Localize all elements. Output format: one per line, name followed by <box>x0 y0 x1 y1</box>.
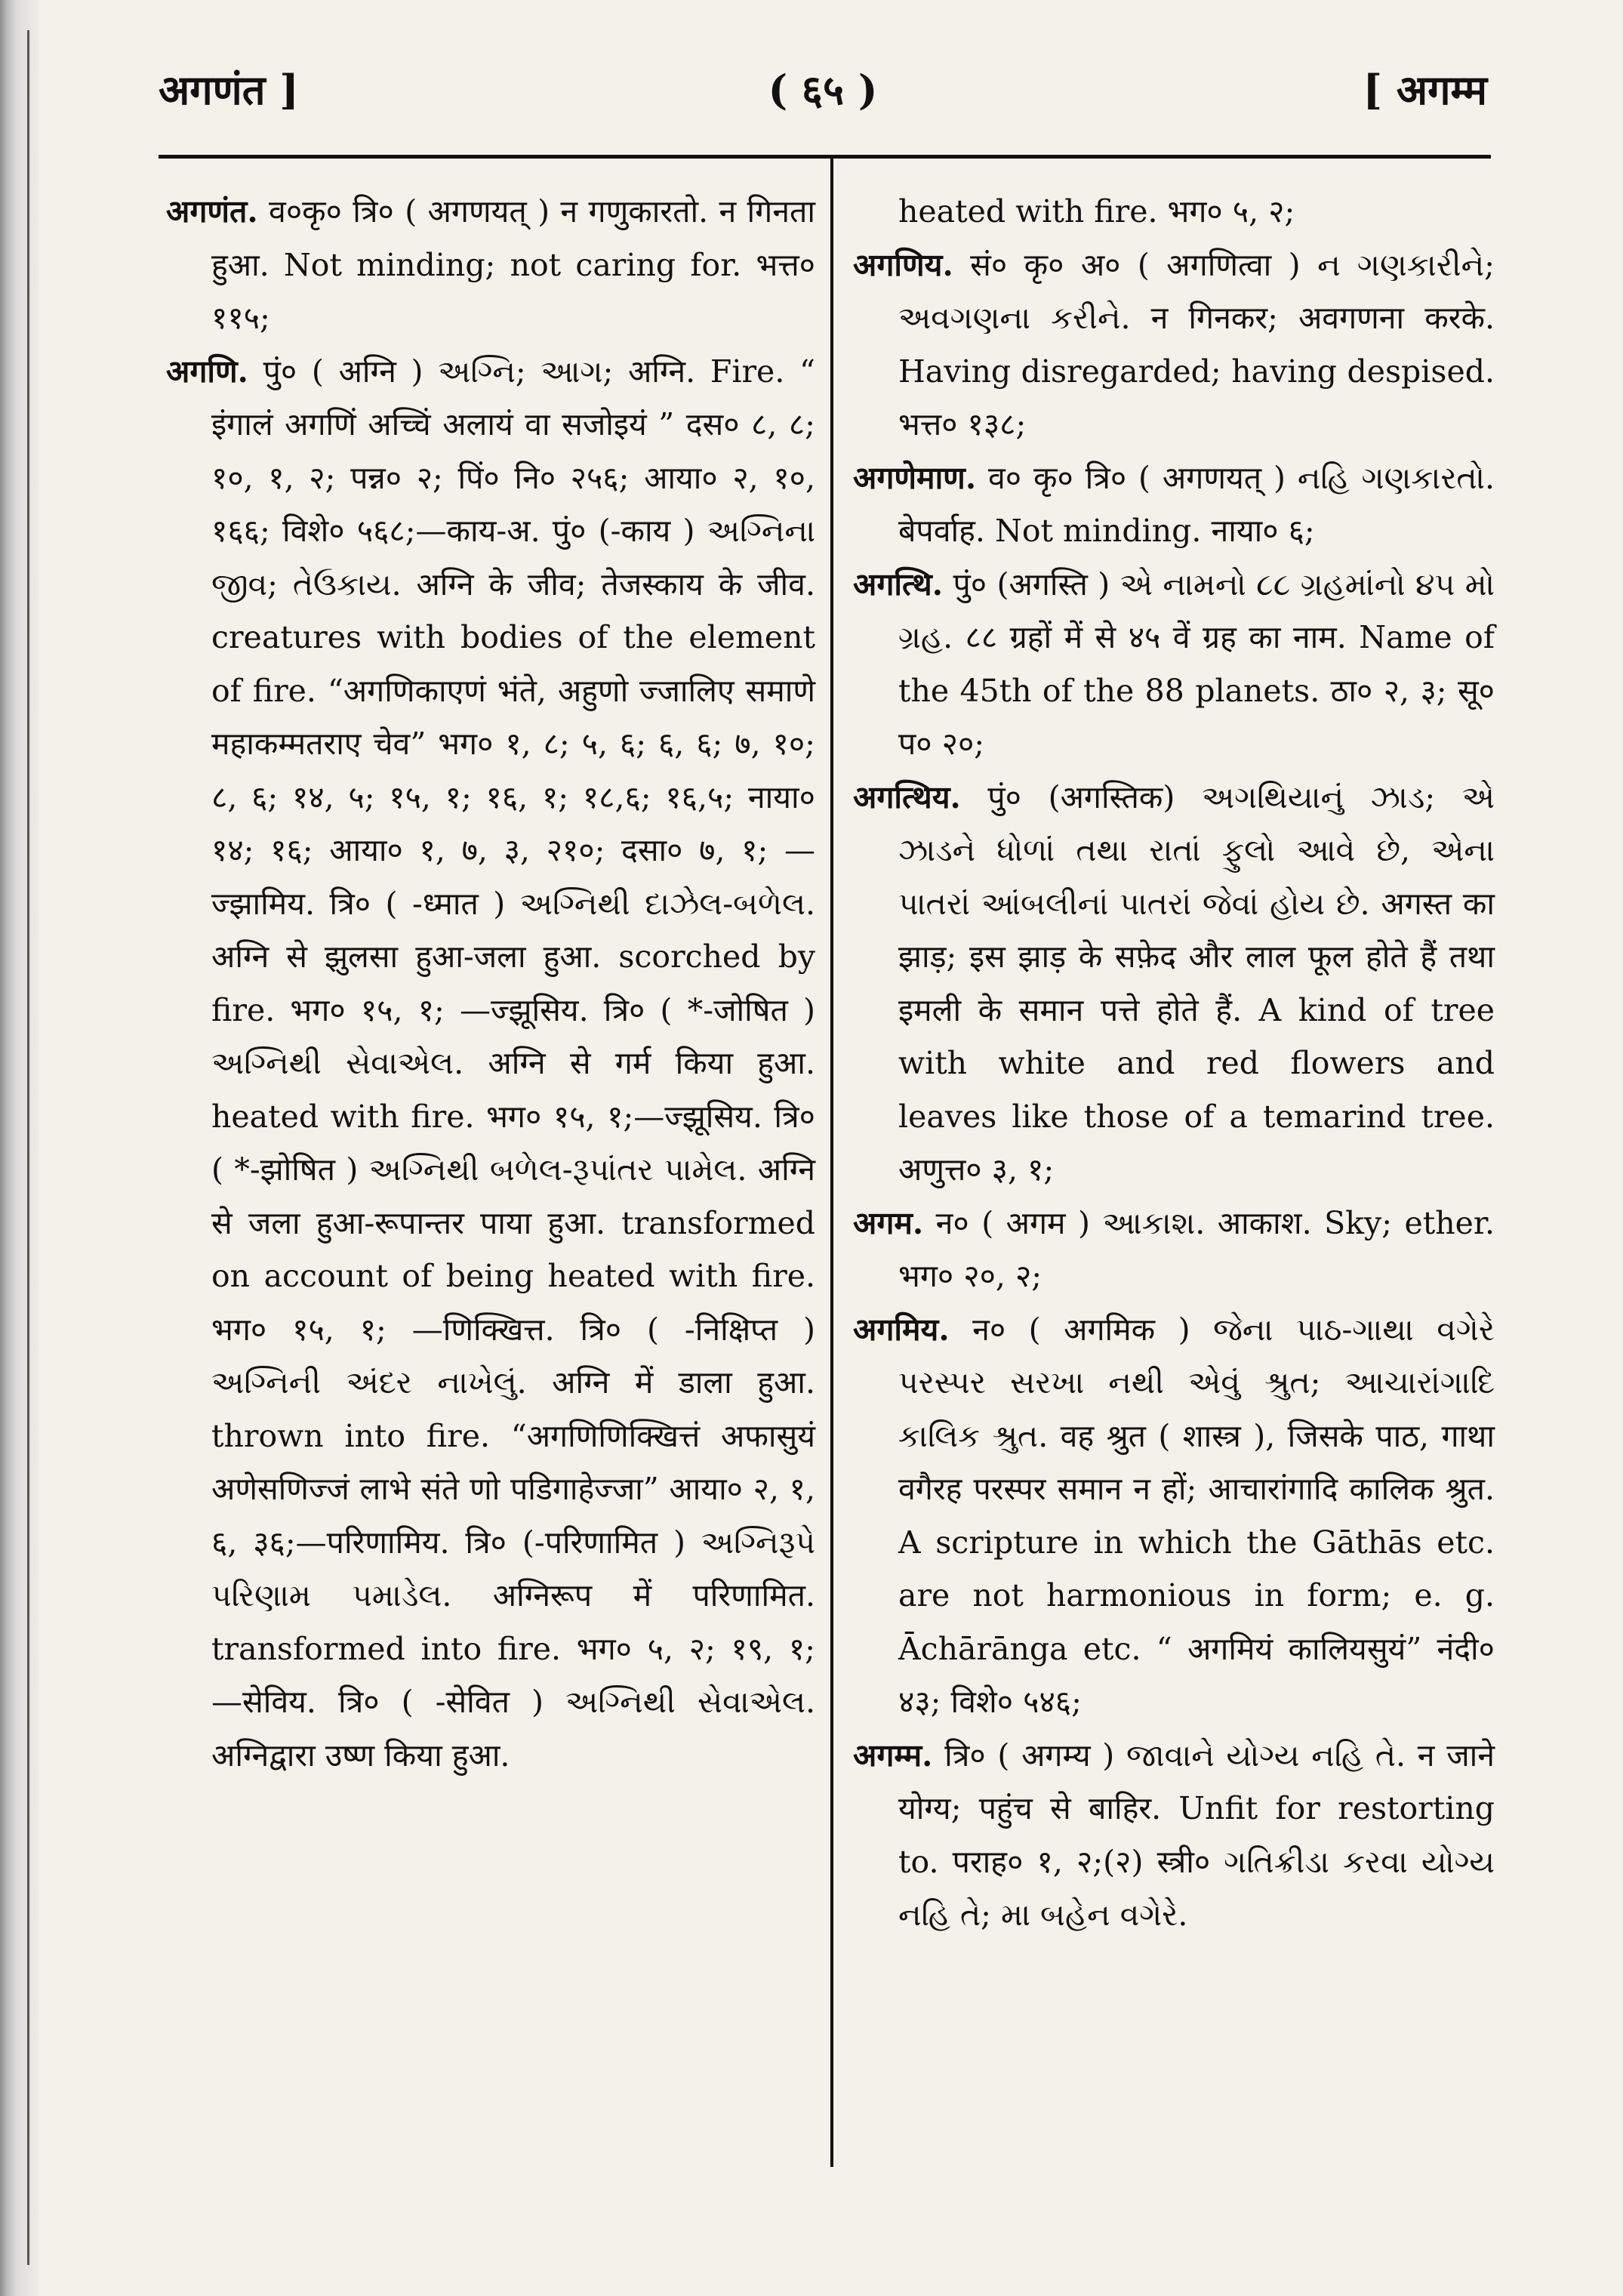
entry-headword: अगणंत. <box>166 193 258 230</box>
page-number: ( ६५ ) <box>768 66 878 114</box>
dictionary-entry <box>853 1729 1495 1942</box>
dictionary-entry <box>853 558 1495 771</box>
page-header <box>159 53 1487 136</box>
entry-headword: अगत्थिय. <box>853 778 961 815</box>
dictionary-entry <box>166 185 815 345</box>
header-rule <box>159 155 1491 159</box>
entry-body: पुं० (अगस्ति ) એ નામનો ૮૮ ગ્રહમાંનો ૪૫ મો ગ્રહ. ८८ ग्रहों में से ४५ वें ग्रह का नाम. Name of the 45th of the 88 planets. ठा० २, ३; सू० प० २०; <box>898 566 1495 762</box>
dictionary-entry <box>853 239 1495 451</box>
dictionary-entry <box>853 1303 1495 1729</box>
entry-body: न० ( अगम ) આકાશ. आकाश. Sky; ether. भग० २०, २; <box>898 1204 1495 1294</box>
entry-headword: अगणेमाण. <box>853 459 977 496</box>
dictionary-entry <box>853 771 1495 1197</box>
entry-body: व० कृ० त्रि० ( अगणयत् ) નહિ ગણકારતો. बेपर्वाह. Not minding. नाया० ६; <box>898 459 1495 549</box>
dictionary-entry <box>853 451 1495 558</box>
left-column <box>166 185 815 1782</box>
binding-line <box>27 30 29 2265</box>
dictionary-entry <box>853 1197 1495 1303</box>
entry-headword: अगणिय. <box>853 246 953 283</box>
dictionary-entry <box>166 345 815 1783</box>
header-first-headword: अगणंत ] <box>159 66 299 114</box>
entry-body: पुं० (अगस्तिक) અગથિયાનું ઝાડ; એ ઝાડને ધોળાં તથા રાતાં ફુલો આવે છે, એના પાતરાં આંબલીનાં પાતરાં જેવાં હોય છે. अगस्त का झाड़; इस झाड़ के सफ़ेद और लाल फूल होते हैं तथा इमली के समान पत्ते होते हैं. A kind of tree with white and red flowers and leaves like those of a temarind tree. अणुत्त० ३, १; <box>898 778 1495 1188</box>
entry-body: त्रि० ( अगम्य ) જાવાને યોગ્ય નહિ તે. न जाने योग्य; पहुंच से बाहिर. Unfit for restorting to. पराह० १, २;(२) स्त्री० ગતિક્રીડા કરવા યોગ્ય નહિ તે; મા બહેન વગેરે. <box>898 1737 1495 1933</box>
header-last-headword: [ अगम्म <box>1363 66 1487 114</box>
column-divider <box>830 159 833 2167</box>
right-column <box>853 185 1495 1942</box>
page-binding-edge <box>0 0 39 2296</box>
entry-body: सं० कृ० अ० ( अगणित्वा ) ન ગણકારીને; અવગણના કરીને. न गिनकर; अवगणना करके. Having disregarded; having despised. भत्त० १३८; <box>898 246 1495 442</box>
entry-headword: अगत्थि. <box>853 566 943 603</box>
entry-headword: अगणि. <box>166 353 248 390</box>
entry-body: न० ( अगमिक ) જેના પાઠ-ગાથા વગેરે પરસ્પર સરખા નથી એવું શ્રુત; આચારાંગાદિ કાલિક શ્રુત. वह श्रुत ( शास्त्र ), जिसके पाठ, गाथा वगैरह परस्पर समान न हों; आचारांगादि कालिक श्रुत. A scripture in which the Gāthās etc. are not harmonious in form; e. g. Āchārānga etc. “ अगमियं कालियसुयं” नंदी० ४३; विशे० ५४६; <box>898 1311 1495 1720</box>
entry-headword: अगम. <box>853 1204 924 1241</box>
entry-body: पुं० ( अग्नि ) અગ્નિ; આગ; अग्नि. Fire. “ इंगालं अगणिं अच्चिं अलायं वा सजोइयं ” दस० ८, ८; १०, १, २; पन्न० २; पिं० नि० २५६; आया० २, १०, १६६; विशे० ५६८;—काय-अ. पुं० (-काय ) અગ્નિના જીવ; તેઉકાય. अग्नि के जीव; तेजस्काय के जीव. creatures with bodies of the element of fire. “अगणिकाएणं भंते, अहुणो ज्जालिए समाणे महाकम्मतराए चेव” भग० १, ८; ५, ६; ६, ६; ७, १०; ८, ६; १४, ५; १५, १; १६, १; १८,६; १६,५; नाया० १४; १६; आया० १, ७, ३, २१०; दसा० ७, १; —ज्झामिय. त्रि० ( -ध्मात ) અગ્નિથી દાઝેલ-બળેલ. अग्नि से झुलसा हुआ-जला हुआ. scorched by fire. भग० १५, १; —ज्झूसिय. त्रि० ( *-जोषित ) અગ્નિથી સેવાએલ. अग्नि से गर्म किया हुआ. heated with fire. भग० १५, १;—ज्झूसिय. त्रि० ( *-झोषित ) અગ્નિથી બળેલ-રૂપાંતર પામેલ. अग्नि से जला हुआ-रूपान्तर पाया हुआ. transformed on account of being heated with fire. भग० १५, १; —णिक्खित्त. त्रि० ( -निक्षिप्त ) અગ્નિની અંદર નાખેલું. अग्नि में डाला हुआ. thrown into fire. “अगणिणिक्खित्तं अफासुयं अणेसणिज्जं लाभे संते णो पडिगाहेज्जा” आया० २, १, ६, ३६;—परिणामिय. त्रि० (-परिणामित ) અગ્નિરૂપે પરિણામ પમાડેલ. अग्निरूप में परिणामित. transformed into fire. भग० ५, २; १९, १; —सेविय. त्रि० ( -सेवित ) અગ્નિથી સેવાએલ. अग्निद्वारा उष्ण किया हुआ. <box>211 353 815 1774</box>
dictionary-entry-continued <box>853 185 1495 239</box>
entry-body: heated with fire. भग० ५, २; <box>898 193 1295 230</box>
entry-headword: अगम्म. <box>853 1737 933 1774</box>
entry-headword: अगमिय. <box>853 1311 950 1348</box>
entry-body: व०कृ० त्रि० ( अगणयत् ) न गणुकारतो. न गिनता हुआ. Not minding; not caring for. भत्त० ११५; <box>211 193 815 336</box>
